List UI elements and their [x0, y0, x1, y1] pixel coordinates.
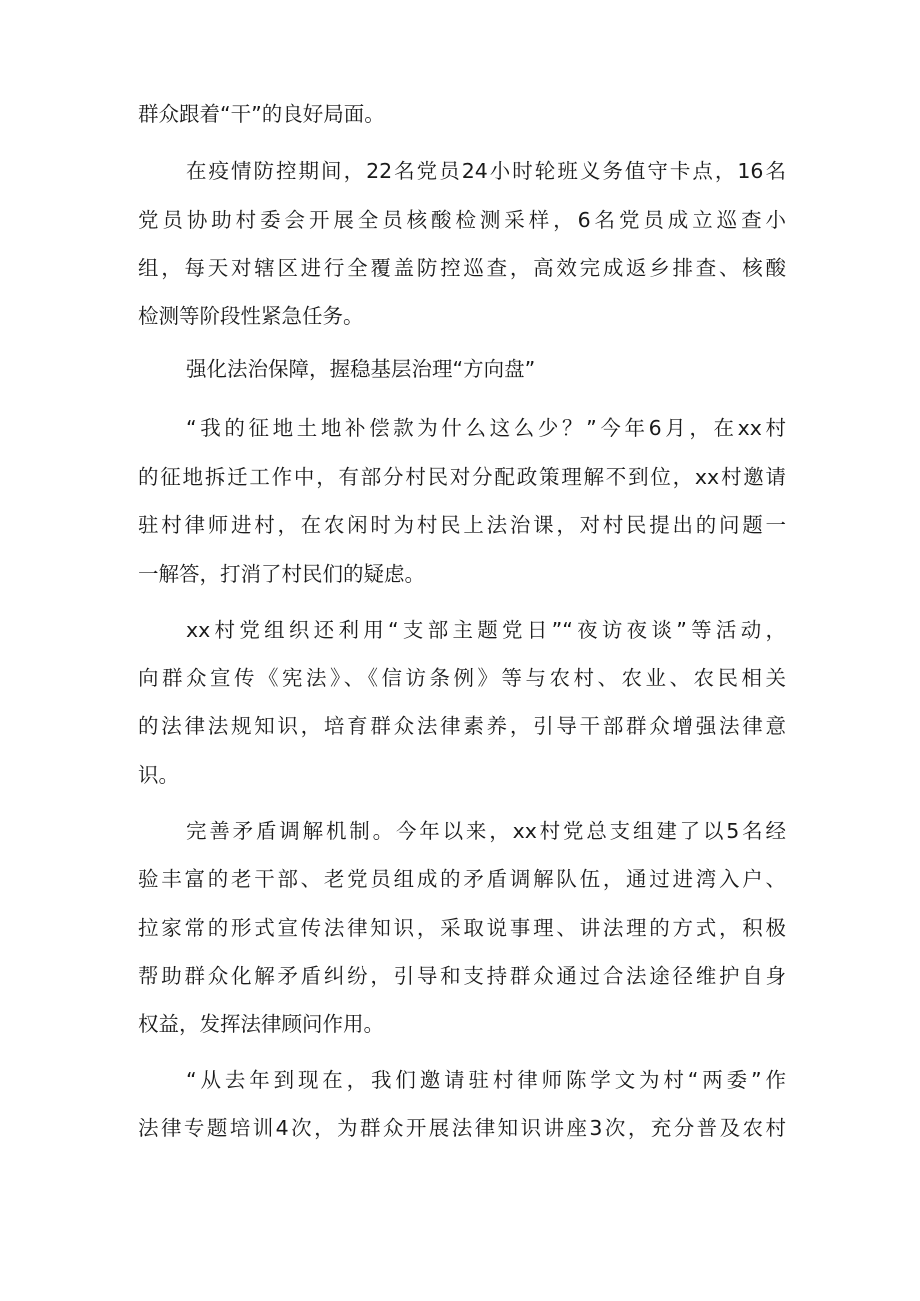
text-line: 帮助群众化解矛盾纠纷，引导和支持群众通过合法途径维护自身 [138, 964, 786, 988]
text-line: 拉家常的形式宣传法律知识，采取说事理、讲法理的方式，积极 [138, 916, 786, 940]
text-line: “我的征地土地补偿款为什么这么少？”今年6月，在xx村 [186, 416, 786, 440]
text-line: 一解答，打消了村民们的疑虑。 [138, 562, 425, 586]
text-line: 验丰富的老干部、老党员组成的矛盾调解队伍，通过进湾入户、 [138, 867, 786, 891]
text-line: xx村党组织还利用“支部主题党日”“夜访夜谈”等活动， [186, 618, 786, 642]
text-line: 检测等阶段性紧急任务。 [138, 304, 364, 328]
text-line: 向群众宣传《宪法》、《信访条例》等与农村、农业、农民相关 [138, 666, 786, 690]
text-line: “从去年到现在，我们邀请驻村律师陈学文为村“两委”作 [186, 1068, 786, 1092]
text-line: 党员协助村委会开展全员核酸检测采样，6名党员成立巡查小 [138, 208, 786, 232]
text-line: 法律专题培训4次，为群众开展法律知识讲座3次，充分普及农村 [138, 1116, 786, 1140]
text-line: 的征地拆迁工作中，有部分村民对分配政策理解不到位，xx村邀请 [138, 465, 786, 489]
section-heading: 强化法治保障，握稳基层治理“方向盘” [186, 357, 536, 381]
text-line: 的法律法规知识，培育群众法律素养，引导干部群众增强法律意 [138, 714, 786, 738]
text-line: 在疫情防控期间，22名党员24小时轮班义务值守卡点，16名 [186, 159, 786, 183]
text-line: 群众跟着“干”的良好局面。 [138, 102, 385, 126]
text-line: 识。 [138, 763, 179, 787]
text-line: 权益，发挥法律顾问作用。 [138, 1012, 384, 1036]
text-line: 驻村律师进村，在农闲时为村民上法治课，对村民提出的问题一 [138, 513, 786, 537]
text-line: 组，每天对辖区进行全覆盖防控巡查，高效完成返乡排查、核酸 [138, 256, 786, 280]
text-line: 完善矛盾调解机制。今年以来，xx村党总支组建了以5名经 [186, 819, 786, 843]
